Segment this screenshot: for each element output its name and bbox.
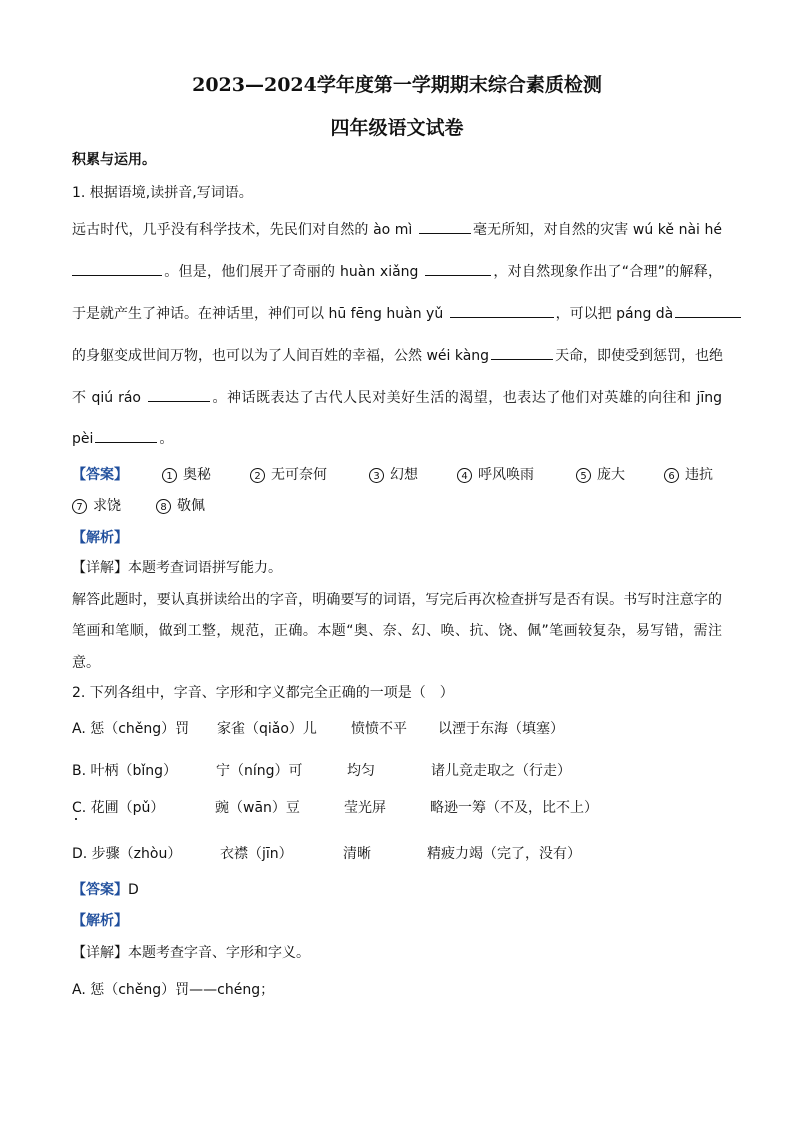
passage-text: ，可以把 páng dà bbox=[555, 306, 674, 322]
passage-line-1 bbox=[72, 219, 722, 239]
answer-blank-5[interactable] bbox=[675, 303, 741, 318]
passage-text: 。 bbox=[159, 431, 174, 447]
answer-label: 【答案】 bbox=[72, 467, 128, 483]
answer-word: 违抗 bbox=[685, 467, 713, 483]
passage-line-6 bbox=[72, 428, 173, 448]
option-b-item-2: 宁（níng）可 bbox=[216, 763, 303, 779]
explanation-line-3: 意。 bbox=[72, 655, 100, 671]
passage-line-5 bbox=[72, 387, 722, 407]
option-c bbox=[72, 797, 722, 817]
answer-item-5 bbox=[576, 464, 625, 484]
answer-blank-3[interactable] bbox=[425, 261, 491, 276]
passage-line-2 bbox=[72, 261, 722, 281]
option-a-item-1: A. 惩（chěng）罚 bbox=[72, 721, 190, 737]
answer-blank-1[interactable] bbox=[419, 219, 471, 234]
analysis-label: 【解析】 bbox=[72, 913, 128, 929]
answer-item-4 bbox=[457, 464, 534, 484]
option-c-item-1: C. 花圃（pǔ） bbox=[72, 800, 165, 816]
passage-text: 于是就产生了神话。在神话里，神们可以 hū fēng huàn yǔ bbox=[72, 306, 448, 322]
option-d-item-4: 精疲力竭（完了，没有） bbox=[427, 846, 581, 862]
section-heading: 积累与运用。 bbox=[72, 152, 156, 168]
detail-text: 【详解】本题考查字音、字形和字义。 bbox=[72, 945, 310, 961]
circled-number-icon: 5 bbox=[576, 468, 591, 483]
question-1-stem: 1. 根据语境,读拼音,写词语。 bbox=[72, 185, 253, 201]
option-d bbox=[72, 843, 722, 863]
option-b-item-1: B. 叶柄（bǐng） bbox=[72, 763, 178, 779]
option-d-item-3: 清晰 bbox=[343, 846, 371, 862]
option-c-item-3: 莹光屏 bbox=[344, 800, 386, 816]
answer-item-8 bbox=[156, 495, 205, 515]
circled-number-icon: 4 bbox=[457, 468, 472, 483]
option-b bbox=[72, 760, 722, 780]
answer-blank-7[interactable] bbox=[148, 387, 210, 402]
passage-text: 天命，即使受到惩罚，也绝 bbox=[555, 348, 724, 364]
passage-text: 。神话既表达了古代人民对美好生活的渴望，也表达了他们对英雄的向往和 jīng bbox=[211, 390, 722, 406]
answer-word: 庞大 bbox=[597, 467, 625, 483]
passage-text: ，对自然现象作出了“合理”的解释， bbox=[493, 264, 722, 280]
answer-word: 呼风唤雨 bbox=[478, 467, 534, 483]
answer-blank-4[interactable] bbox=[450, 303, 554, 318]
passage-text: 远古时代，几乎没有科学技术，先民们对自然的 ào mì bbox=[72, 222, 417, 238]
explanation-line-2: 笔画和笔顺，做到工整，规范，正确。本题“奥、奈、幻、唤、抗、饶、佩”笔画较复杂，易写错，需注 bbox=[72, 623, 722, 639]
answer-value: D bbox=[128, 882, 139, 898]
exam-title: 2023—2024学年度第一学期期末综合素质检测 bbox=[192, 74, 602, 96]
passage-text: 的身躯变成世间万物，也可以为了人间百姓的幸福，公然 wéi kàng bbox=[72, 348, 490, 364]
passage-text: 不 qiú ráo bbox=[72, 390, 146, 406]
circled-number-icon: 6 bbox=[664, 468, 679, 483]
answer-label: 【答案】 bbox=[72, 882, 128, 898]
option-d-item-2: 衣襟（jīn） bbox=[220, 846, 293, 862]
option-b-item-4: 诸儿竞走取之（行走） bbox=[431, 763, 571, 779]
passage-text: pèi bbox=[72, 431, 94, 447]
explanation-line: A. 惩（chěng）罚——chéng； bbox=[72, 982, 275, 998]
answer-word: 无可奈何 bbox=[271, 467, 327, 483]
answer-item-2 bbox=[250, 464, 327, 484]
explanation-line-1: 解答此题时，要认真拼读给出的字音，明确要写的词语，写完后再次检查拼写是否有误。书写时注意字的 bbox=[72, 592, 722, 608]
answer-word: 奥秘 bbox=[183, 467, 211, 483]
option-c-item-4: 略逊一筹（不及，比不上） bbox=[430, 800, 598, 816]
option-a-item-2: 家雀（qiǎo）儿 bbox=[217, 721, 317, 737]
circled-number-icon: 3 bbox=[369, 468, 384, 483]
circled-number-icon: 1 bbox=[162, 468, 177, 483]
option-b-item-3: 均匀 bbox=[347, 763, 375, 779]
analysis-label: 【解析】 bbox=[72, 530, 128, 546]
passage-line-3 bbox=[72, 303, 722, 323]
answer-item-7 bbox=[72, 495, 121, 515]
passage-text: 毫无所知，对自然的灾害 wú kě nài hé bbox=[472, 222, 722, 238]
answer-blank-6[interactable] bbox=[491, 345, 553, 360]
circled-number-icon: 8 bbox=[156, 499, 171, 514]
answer-item-6 bbox=[664, 464, 713, 484]
exam-subtitle: 四年级语文试卷 bbox=[330, 117, 464, 139]
option-a bbox=[72, 718, 722, 738]
answer-item-1 bbox=[162, 464, 211, 484]
answer-row-2 bbox=[72, 495, 722, 515]
answer-word: 求饶 bbox=[93, 498, 121, 514]
option-c-item-2: 豌（wān）豆 bbox=[215, 800, 300, 816]
question-2-answer bbox=[72, 879, 139, 899]
passage-line-4 bbox=[72, 345, 722, 365]
option-a-item-4: 以湮于东海（填塞） bbox=[438, 721, 564, 737]
circled-number-icon: 2 bbox=[250, 468, 265, 483]
answer-word: 敬佩 bbox=[177, 498, 205, 514]
circled-number-icon: 7 bbox=[72, 499, 87, 514]
answer-item-3 bbox=[369, 464, 418, 484]
passage-text: 。但是，他们展开了奇丽的 huàn xiǎng bbox=[164, 264, 424, 280]
question-2-stem: 2. 下列各组中，字音、字形和字义都完全正确的一项是（ ） bbox=[72, 685, 454, 701]
dot-mark bbox=[75, 818, 77, 820]
answer-word: 幻想 bbox=[390, 467, 418, 483]
answer-row-1 bbox=[72, 464, 722, 484]
answer-blank-8[interactable] bbox=[95, 428, 157, 443]
answer-blank-2[interactable] bbox=[72, 261, 162, 276]
option-d-item-1: D. 步骤（zhòu） bbox=[72, 846, 182, 862]
option-a-item-3: 愤愤不平 bbox=[351, 721, 407, 737]
detail-text: 【详解】本题考查词语拼写能力。 bbox=[72, 560, 282, 576]
